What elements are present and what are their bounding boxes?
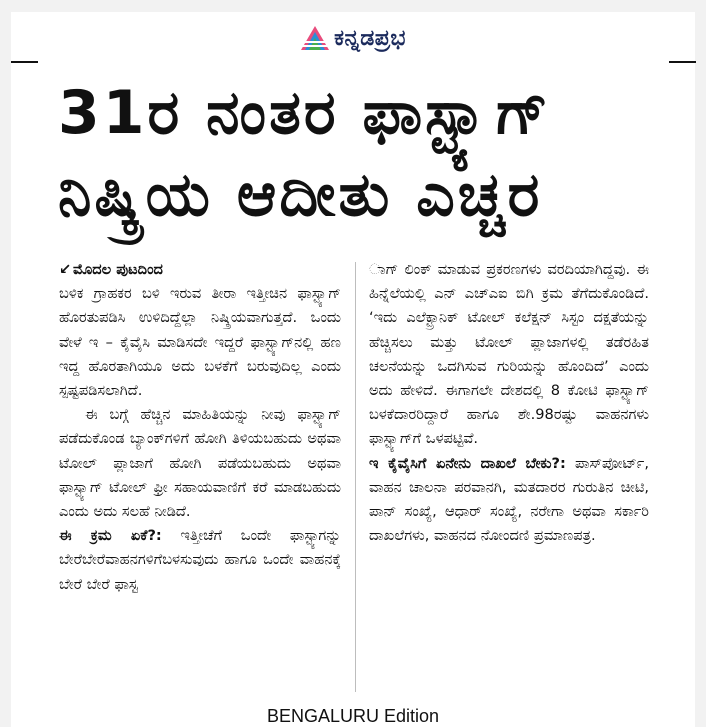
headline	[58, 74, 658, 234]
article-paragraph: ಾಗ್ ಲಿಂಕ್ ಮಾಡುವ ಪ್ರಕರಣಗಳು ವರದಿಯಾಗಿದ್ದವು. ಈ ಹಿನ್ನೆಲೆಯಲ್ಲಿ ಎನ್ ಎಚ್ಎಐ ಬಿಗಿ ಕ್ರಮ ತೆಗೆದುಕೊಂಡಿದೆ. ‘ಇದು ಎಲೆಕ್ಟ್ರಾನಿಕ್ ಟೋಲ್ ಕಲೆಕ್ಷನ್ ಸಿಸ್ಟಂ ದಕ್ಷತೆಯನ್ನು ಹೆಚ್ಚಿಸಲು ಮತ್ತು ಟೋಲ್ ಪ್ಲಾಜಾಗಳಲ್ಲಿ ತಡೆರಹಿತ ಚಲನೆಯನ್ನು ಒದಗಿಸುವ ಗುರಿಯನ್ನು ಹೊಂದಿದೆ’ ಎಂದು ಅದು ಹೇಳಿದೆ. ಈಗಾಗಲೇ ದೇಶದಲ್ಲಿ 8 ಕೋಟಿ ಫಾಸ್ಟ್ಯಾಗ್ ಬಳಕೆದಾರರಿದ್ದಾರೆ ಹಾಗೂ ಶೇ.98ರಷ್ಟು ವಾಹನಗಳು ಫಾಸ್ಟ್ಯಾಗ್‌ಗೆ ಒಳಪಟ್ಟಿವೆ.	[369, 261, 649, 448]
article-paragraph	[369, 452, 649, 549]
subhead-why: ಈ ಕ್ರಮ ಏಕೆ?:	[59, 527, 162, 545]
article-paragraph: ಬಳಿಕ ಗ್ರಾಹಕರ ಬಳಿ ಇರುವ ತೀರಾ ಇತ್ತೀಚಿನ ಫಾಸ್ಟ್ಯಾಗ್ ಹೊರತುಪಡಿಸಿ ಉಳಿದಿದ್ದೆಲ್ಲಾ ನಿಷ್ಕ್ರಿಯವಾಗುತ್ತದೆ. ಒಂದು ವೇಳೆ ಇ – ಕೈವೈಸಿ ಮಾಡಿಸದೇ ಇದ್ದರೆ ಫಾಸ್ಟ್ಯಾಗ್‌ನಲ್ಲಿ ಹಣ ಇದ್ದ ಹೊರತಾಗಿಯೂ ಅದು ಬಳಕೆಗೆ ಬರುವುದಿಲ್ಲ ಎಂದು ಸ್ಪಷ್ಟಪಡಿಸಲಾಗಿದೆ.	[59, 285, 341, 400]
masthead-rule-left	[11, 61, 38, 63]
article-paragraph-text: ಇತ್ತೀಚೆಗೆ ಒಂದೇ ಫಾಸ್ಟ್ಯಾಗನ್ನು ಬೇರೆಬೇರೆವಾಹನಗಳಿಗೆಬಳಸುವುದು ಹಾಗೂ ಒಂದೇ ವಾಹನಕ್ಕೆ ಬೇರೆ ಬೇರೆ ಫಾಸ್ಟ	[59, 527, 341, 593]
arrow-down-left-icon: ↙	[59, 261, 72, 278]
article-column-left	[59, 258, 341, 597]
article-paragraph: ಈ ಬಗ್ಗೆ ಹೆಚ್ಚಿನ ಮಾಹಿತಿಯನ್ನು ನೀವು ಫಾಸ್ಟ್ಯಾಗ್ ಪಡೆದುಕೊಂಡ ಬ್ಯಾಂಕ್‌ಗಳಿಗೆ ಹೋಗಿ ತಿಳಿಯಬಹುದು ಅಥವಾ ಟೋಲ್ ಪ್ಲಾಜಾಗೆ ಹೋಗಿ ಪಡೆಯಬಹುದು ಅಥವಾ ಫಾಸ್ಟ್ಯಾಗ್ ಟೋಲ್ ಫ್ರೀ ಸಹಾಯವಾಣಿಗೆ ಕರೆ ಮಾಡಬಹುದು ಎಂದು ಅದು ಸಲಹೆ ನೀಡಿದೆ.	[59, 406, 341, 521]
kicker-line	[59, 258, 341, 282]
column-divider	[355, 262, 356, 692]
subhead-ekyc-documents: ಇ ಕೈವೈಸಿಗೆ ಏನೇನು ದಾಖಲೆ ಬೇಕು?:	[369, 454, 566, 472]
headline-line-1: 31ರ ನಂತರ ಫಾಸ್ಟ್ಯಾಗ್	[58, 78, 552, 148]
article-column-right	[369, 258, 649, 548]
kicker-text: ಮೊದಲ ಪುಟದಿಂದ	[73, 261, 163, 278]
masthead-rule-right	[669, 61, 696, 63]
article-paragraph-text: ಪಾಸ್‌ಪೋರ್ಟ್, ವಾಹನ ಚಾಲನಾ ಪರವಾನಗಿ, ಮತದಾರರ ಗುರುತಿನ ಚೀಟಿ, ಪಾನ್ ಸಂಖ್ಯೆ, ಆಧಾರ್ ಸಂಖ್ಯೆ, ನರೇಗಾ ಅಥವಾ ಸರ್ಕಾರಿ ದಾಖಲೆಗಳು, ವಾಹನದ ನೋಂದಣಿ ಪ್ರಮಾಣಪತ್ರ.	[369, 454, 650, 545]
edition-caption: BENGALURU Edition	[266, 706, 440, 726]
masthead	[0, 20, 706, 56]
article-paragraph	[59, 524, 341, 597]
masthead-logo-text: ಕನ್ನಡಪ್ರಭ	[334, 25, 406, 51]
headline-line-2: ನಿಷ್ಕ್ರಿಯ ಆದೀತು ಎಚ್ಚರ	[58, 160, 543, 230]
kannadaprabha-logo-icon	[300, 24, 330, 52]
